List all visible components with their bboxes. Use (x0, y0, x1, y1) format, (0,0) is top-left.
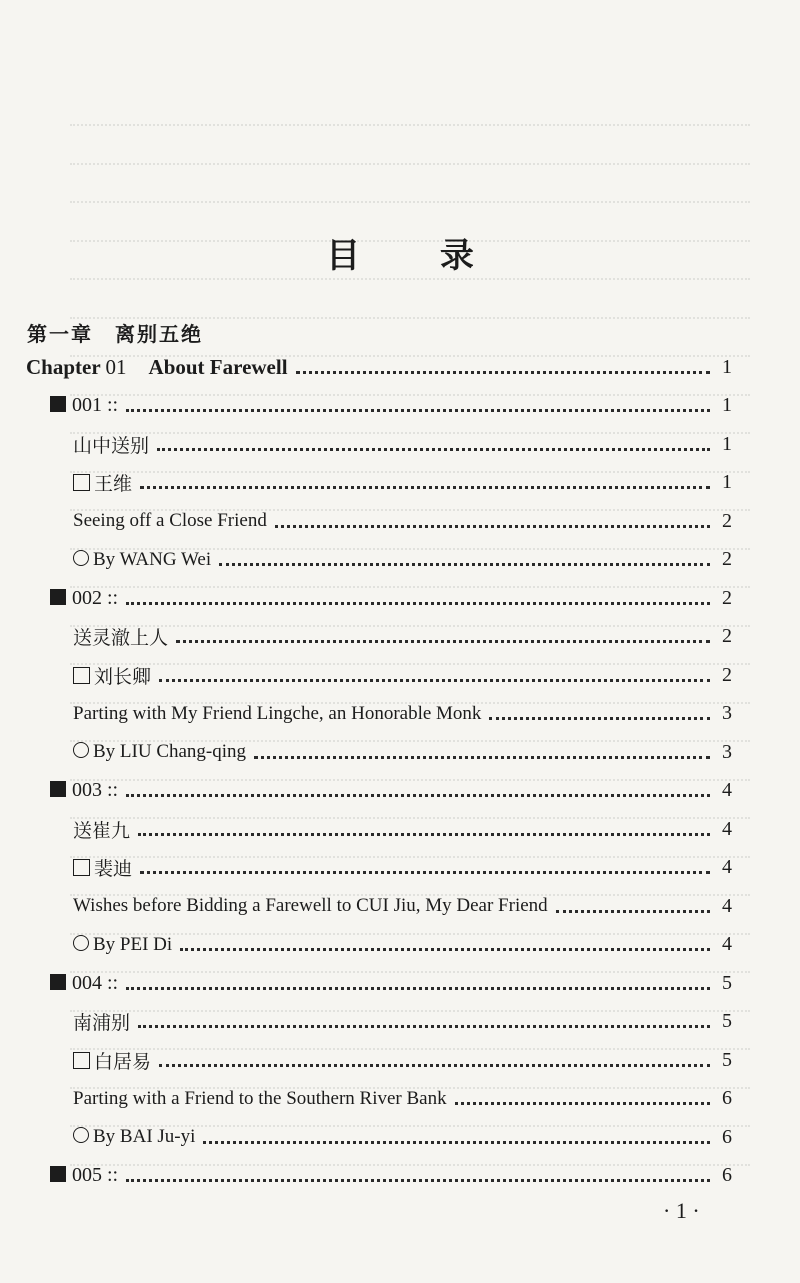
toc-entry-label: Parting with a Friend to the Southern River Bank (73, 1087, 447, 1109)
toc-entry-label: 002 :: (72, 586, 119, 609)
toc-entry[interactable] (50, 579, 732, 617)
toc-entry-text (73, 854, 132, 881)
toc-entry-label: 004 :: (72, 971, 119, 994)
toc-entry-label: 003 :: (72, 779, 119, 801)
toc-entry[interactable] (73, 887, 732, 925)
circle-icon (73, 935, 89, 951)
toc-entry[interactable] (73, 1118, 732, 1156)
toc-entry-label: Wishes before Bidding a Farewell to CUI Jiu, My Dear Friend (73, 895, 548, 916)
filled-square-icon (50, 1166, 66, 1182)
toc-entry-text (50, 1164, 118, 1187)
toc-entry[interactable] (73, 849, 732, 887)
toc-page-number: 1 (722, 394, 732, 416)
toc-page-number: 1 (722, 432, 732, 455)
dot-leader (159, 1058, 710, 1067)
toc-page-number: 4 (722, 894, 732, 917)
toc-page-number: 6 (722, 1164, 732, 1186)
toc-entry-label: 白居易 (94, 1050, 152, 1073)
toc-entry[interactable] (73, 464, 732, 502)
toc-entry-text (73, 816, 130, 843)
toc-entry-text (73, 623, 168, 650)
toc-entry-label: 005 :: (72, 1164, 119, 1186)
toc-entry[interactable] (50, 772, 732, 810)
open-square-icon (73, 474, 90, 491)
toc-entry-text (73, 549, 211, 571)
toc-page-number: 2 (722, 625, 732, 647)
show-through-line (70, 110, 750, 126)
chapter-heading-cn: 第一章 离别五绝 (27, 322, 203, 346)
circle-icon (73, 742, 89, 758)
toc-entry[interactable] (73, 656, 732, 694)
toc-page-number: 5 (722, 1010, 732, 1032)
toc-entry-label: By BAI Ju-yi (93, 1126, 196, 1147)
toc-entry-text (73, 469, 132, 496)
chapter-number: 01 (105, 354, 127, 379)
circle-icon (73, 550, 89, 566)
toc-page-number: 2 (722, 663, 732, 686)
dot-leader (159, 673, 710, 682)
dot-leader (254, 750, 710, 759)
page-title: 目 录 (326, 236, 508, 276)
dot-leader (176, 634, 710, 643)
toc-entry-label: By PEI Di (93, 933, 173, 955)
toc-page-number: 5 (722, 971, 732, 994)
show-through-line (70, 149, 750, 165)
toc-entry-text (73, 662, 151, 689)
dot-leader (296, 365, 710, 374)
filled-square-icon (50, 974, 66, 990)
toc-entry[interactable] (73, 1080, 732, 1118)
show-through-line (70, 303, 750, 319)
chapter-title (26, 355, 288, 380)
toc-entry[interactable] (73, 541, 732, 579)
toc-page-number: 1 (722, 355, 732, 378)
dot-leader (126, 788, 710, 797)
toc-entry-text (50, 587, 118, 610)
toc-entry-text (73, 1008, 130, 1035)
dot-leader (140, 480, 710, 489)
toc-entry[interactable] (50, 387, 732, 425)
dot-leader (126, 403, 710, 412)
toc-page-number: 1 (722, 471, 732, 493)
toc-entry-text (50, 972, 118, 995)
dot-leader (219, 557, 710, 566)
toc-entry[interactable] (73, 1041, 732, 1079)
page-number: · 1 · (663, 1198, 700, 1223)
toc-entry-text (73, 1047, 151, 1074)
dot-leader (180, 942, 710, 951)
toc-entry-label: Seeing off a Close Friend (73, 510, 267, 531)
toc-entry-label: By LIU Chang-qing (93, 741, 247, 762)
toc-entry-text (73, 895, 548, 917)
chapter-label: Chapter (26, 354, 106, 379)
toc-entry-label: By WANG Wei (93, 548, 212, 570)
toc-entry-label: 裴迪 (94, 858, 133, 880)
toc-page-number: 4 (722, 779, 732, 801)
dot-leader (455, 1096, 710, 1105)
filled-square-icon (50, 781, 66, 797)
dot-leader (556, 904, 710, 913)
toc-entry-text (73, 1126, 195, 1148)
toc-entry[interactable] (73, 733, 732, 771)
toc-page-number: 4 (722, 933, 732, 955)
dot-leader (140, 865, 710, 874)
toc-entry-label: 王维 (94, 473, 133, 495)
toc-entry-text (50, 394, 118, 417)
toc-entry-text (73, 431, 149, 458)
toc-page-number: 3 (722, 740, 732, 763)
toc-page-number: 5 (722, 1048, 732, 1071)
toc-entry-label: Parting with My Friend Lingche, an Honorable Monk (73, 702, 482, 724)
toc-entry[interactable] (73, 810, 732, 848)
dot-leader (138, 1019, 710, 1028)
dot-leader (489, 711, 710, 720)
toc-entry[interactable] (26, 348, 732, 386)
toc-entry-label: 001 :: (72, 394, 119, 416)
toc-entry-text (73, 510, 267, 532)
toc-page-number: 6 (722, 1125, 732, 1148)
toc-entry-text (73, 741, 246, 763)
toc-entry-label: 山中送别 (73, 434, 150, 457)
filled-square-icon (50, 589, 66, 605)
toc-entry-label: 南浦别 (73, 1012, 131, 1034)
toc-entry[interactable] (73, 695, 732, 733)
circle-icon (73, 1127, 89, 1143)
toc-entry[interactable] (73, 425, 732, 463)
filled-square-icon (50, 396, 66, 412)
open-square-icon (73, 667, 90, 684)
toc-page-number: 6 (722, 1087, 732, 1109)
toc-entry-text (50, 779, 118, 802)
toc-page-number: 2 (722, 586, 732, 609)
toc-entry-label: 送灵澈上人 (73, 627, 169, 649)
toc-page-number: 2 (722, 509, 732, 532)
dot-leader (126, 596, 710, 605)
toc-entry[interactable] (73, 618, 732, 656)
show-through-line (70, 187, 750, 203)
toc-entry-label: 送崔九 (73, 819, 131, 842)
toc-entry[interactable] (73, 502, 732, 540)
toc-page-number: 3 (722, 702, 732, 724)
dot-leader (138, 827, 710, 836)
open-square-icon (73, 859, 90, 876)
open-square-icon (73, 1052, 90, 1069)
dot-leader (203, 1135, 710, 1144)
toc-entry[interactable] (50, 964, 732, 1002)
dot-leader (126, 1173, 710, 1182)
chapter-name: About Farewell (148, 354, 288, 379)
dot-leader (157, 442, 710, 451)
toc-page-number: 4 (722, 856, 732, 878)
dot-leader (126, 981, 710, 990)
toc-entry[interactable] (50, 1157, 732, 1195)
toc-entry[interactable] (73, 926, 732, 964)
toc-page-number: 4 (722, 817, 732, 840)
toc-entry[interactable] (73, 1003, 732, 1041)
toc-entry-text (73, 1088, 447, 1110)
toc-page-number: 2 (722, 548, 732, 570)
toc-entry-label: 刘长卿 (94, 665, 152, 688)
toc-entry-text (73, 703, 481, 725)
dot-leader (275, 519, 710, 528)
toc-entry-text (73, 934, 172, 956)
